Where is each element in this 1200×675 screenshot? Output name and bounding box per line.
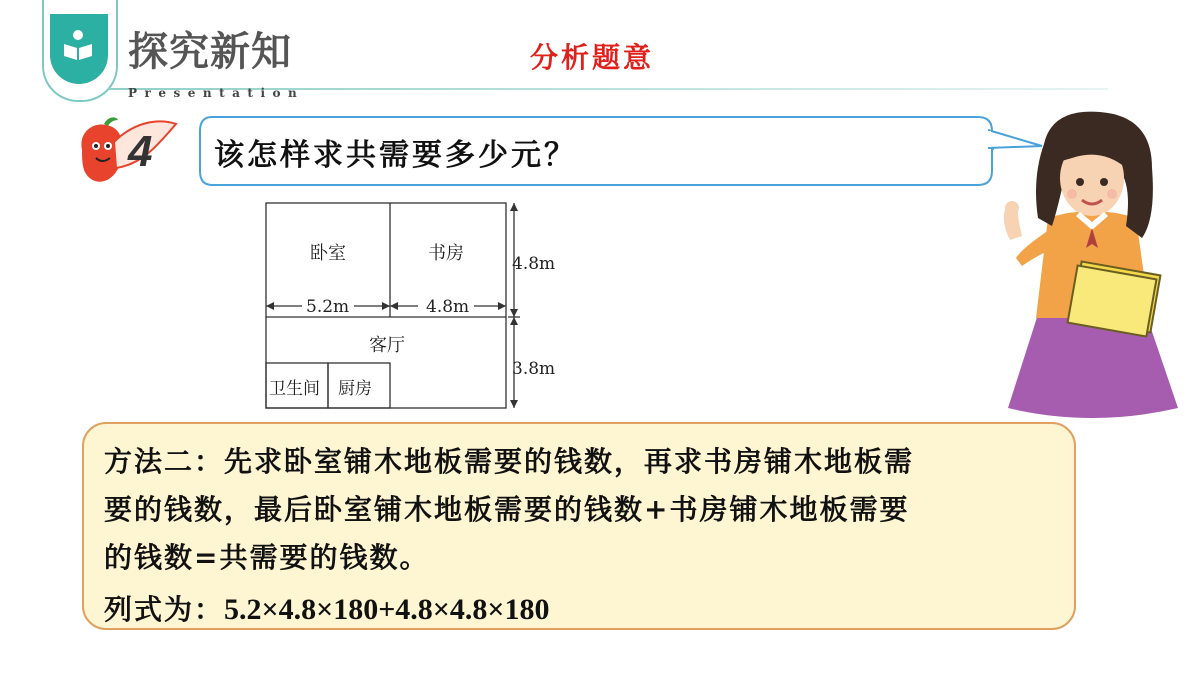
dim-bottom-height: 3.8m bbox=[512, 359, 556, 379]
formula-label: 列式为： bbox=[104, 593, 225, 626]
dim-bedroom-width: 5.2m bbox=[306, 297, 350, 317]
room-kitchen: 厨房 bbox=[338, 379, 372, 399]
method-line-1: 方法二：先求卧室铺木地板需要的钱数，再求书房铺木地板需 bbox=[104, 445, 915, 478]
method-formula-line bbox=[104, 588, 550, 628]
teacher-illustration bbox=[992, 108, 1192, 418]
room-study: 书房 bbox=[428, 243, 464, 264]
section-title: 探究新知 bbox=[128, 29, 292, 75]
reader-icon bbox=[58, 26, 98, 66]
method-line-3: 的钱数=共需要的钱数。 bbox=[104, 541, 430, 574]
floor-plan bbox=[258, 196, 588, 416]
room-bedroom: 卧室 bbox=[310, 243, 346, 264]
analysis-title: 分析题意 bbox=[530, 41, 655, 74]
method-line-2: 要的钱数，最后卧室铺木地板需要的钱数+书房铺木地板需要 bbox=[104, 493, 910, 526]
question-number: 4 bbox=[128, 127, 153, 176]
dim-top-height: 4.8m bbox=[512, 254, 556, 274]
question-text: 该怎样求共需要多少元？ bbox=[214, 138, 577, 173]
room-bathroom: 卫生间 bbox=[269, 379, 320, 399]
section-subtitle: Presentation bbox=[128, 86, 305, 100]
room-living: 客厅 bbox=[369, 335, 405, 356]
dim-study-width: 4.8m bbox=[426, 297, 470, 317]
formula-expression: 5.2×4.8×180+4.8×4.8×180 bbox=[224, 593, 550, 626]
question-number-badge bbox=[74, 112, 182, 192]
